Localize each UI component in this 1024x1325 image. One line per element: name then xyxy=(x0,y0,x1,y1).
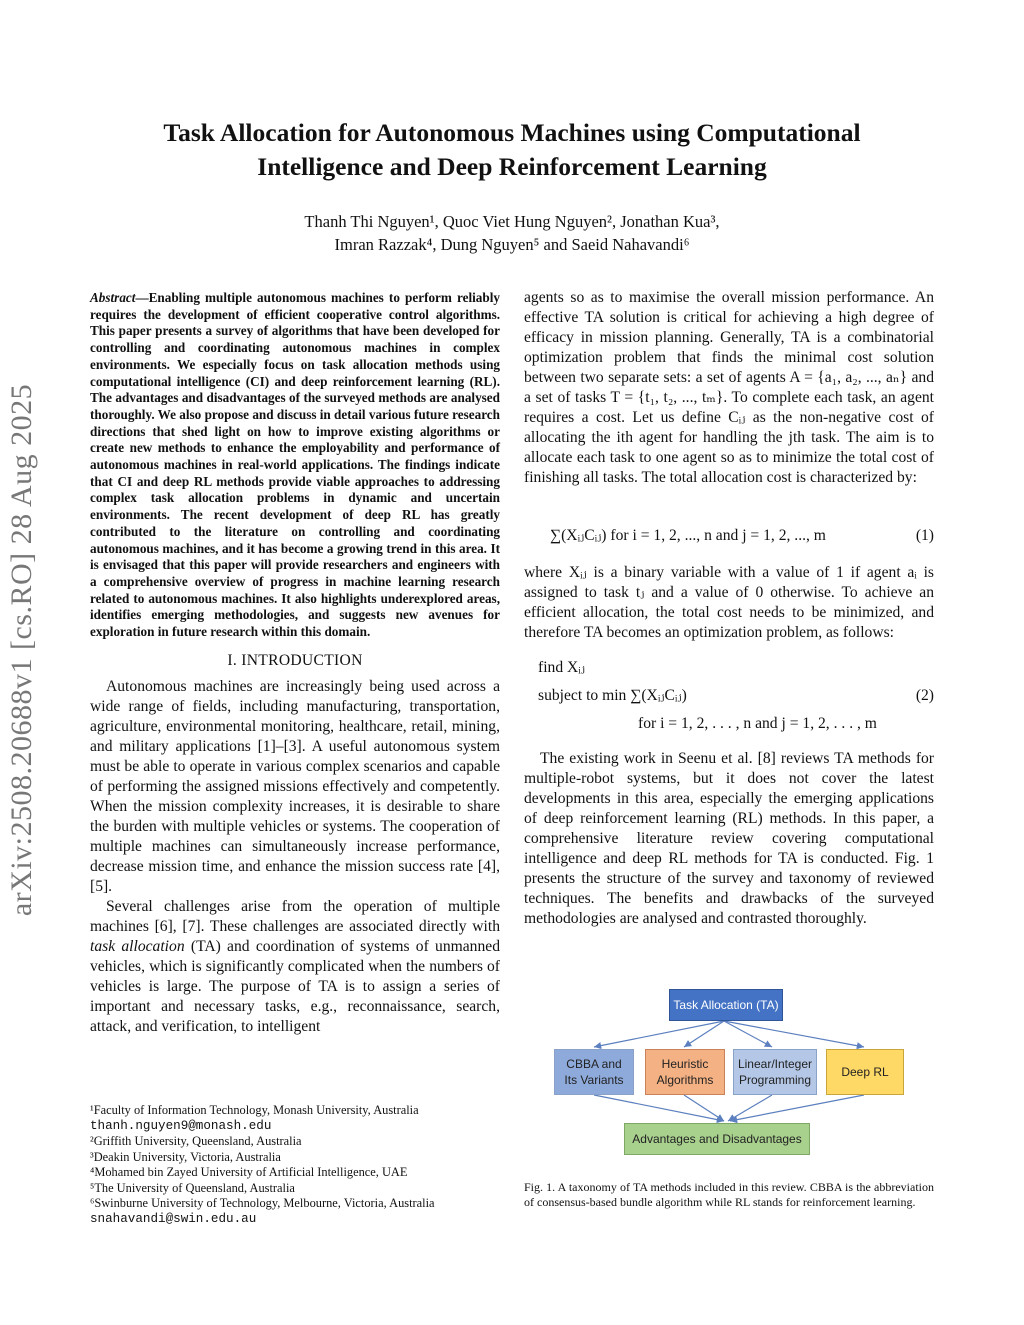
right-paragraph-1: agents so as to maximise the overall mission performance. An effective TA solution is critical for achieving a high degree of efficacy in mission planning. Generally, TA is a combinatorial optimization problem that finds the minimal cost solution between two separate sets: a set of agents A = {a₁, a₂, ..., aₙ} and a set of tasks T = {t₁, t₂, ..., tₘ}. To complete each task, an agent requires a cost. Let us define Cᵢⱼ as the non-negative cost of allocating the ith agent for handling the jth task. The aim is to allocate each task to one agent so as to minimize the total cost of finishing all tasks. The total allocation cost is characterized by: xyxy=(524,289,934,486)
box-advantages: Advantages and Disadvantages xyxy=(624,1123,810,1155)
figure-1-caption: Fig. 1. A taxonomy of TA methods included in this review. CBBA is the abbreviation of consensus-based bundle algorithm while RL stands for reinforcement learning. xyxy=(524,1180,934,1209)
box-deep-rl: Deep RL xyxy=(826,1049,904,1095)
section-heading-introduction: I. INTRODUCTION xyxy=(227,651,363,669)
equation-1-number: (1) xyxy=(915,527,934,544)
footnote-1: ¹Faculty of Information Technology, Monash University, Australia xyxy=(90,1103,419,1117)
intro-paragraph-2 xyxy=(90,897,500,1037)
right-paragraph-2: where Xᵢⱼ is a binary variable with a value of 1 if agent aᵢ is assigned to task tⱼ and a value of 0 otherwise. To achieve an efficient allocation, the total cost needs to be minimized, and therefore TA becomes an optimization problem, as follows: xyxy=(524,564,934,641)
right-column-paragraph-3 xyxy=(524,749,934,929)
equation-1 xyxy=(550,526,934,546)
paper-title xyxy=(100,116,924,184)
left-column xyxy=(90,290,500,1037)
arxiv-identifier: arXiv:2508.20688v1 [cs.RO] 28 Aug 2025 xyxy=(5,383,38,917)
footnote-3: ³Deakin University, Victoria, Australia xyxy=(90,1149,281,1164)
box-cbba: CBBA and Its Variants xyxy=(554,1049,634,1095)
abstract xyxy=(90,290,500,641)
equation-2-number: (2) xyxy=(915,687,934,704)
footnote-2: ²Griffith University, Queensland, Australia xyxy=(90,1134,302,1148)
equation-2 xyxy=(538,658,934,734)
arrows-to-bottom xyxy=(594,1095,864,1121)
footnote-5: ⁵The University of Queensland, Australia xyxy=(90,1180,295,1195)
equation-2-line-1: find Xᵢⱼ xyxy=(538,659,585,676)
footnote-4: ⁴Mohamed bin Zayed University of Artificial Intelligence, UAE xyxy=(90,1165,408,1179)
arrow-top-to-deeprl xyxy=(724,1021,864,1047)
footnote-6: ⁶Swinburne University of Technology, Melbourne, Victoria, Australia xyxy=(90,1196,435,1210)
footnote-6-email[interactable]: snahavandi@swin.edu.au xyxy=(90,1211,257,1226)
authors-line-1: Thanh Thi Nguyen¹, Quoc Viet Hung Nguyen², Jonathan Kua³, xyxy=(304,212,720,231)
box-linear-integer: Linear/Integer Programming xyxy=(733,1049,817,1095)
box-task-allocation: Task Allocation (TA) xyxy=(669,989,783,1021)
figure-1 xyxy=(524,985,934,1160)
footnote-1-email[interactable]: thanh.nguyen9@monash.edu xyxy=(90,1118,272,1133)
footnotes xyxy=(90,1103,500,1227)
right-column-paragraph-2 xyxy=(524,563,934,643)
intro-paragraph-1: Autonomous machines are increasingly being used across a wide range of fields, including manufacturing, transportation, agriculture, environmental monitoring, healthcare, retail, mining, and military applications [1]–[3]. A useful autonomous system must be able to operate in various complex scenarios and capable of performing the assigned missions effectively and competently. When the mission complexity increases, it is desirable to share the burden with multiple vehicles or systems. The cooperation of multiple machines can simultaneously increase performance, decrease mission time, and enhance the mission success rate [4], [5]. xyxy=(90,677,500,895)
abstract-text: —Enabling multiple autonomous machines to perform reliably requires the development of efficient cooperative control algorithms. This paper presents a survey of algorithms that have been developed for controlling and coordinating autonomous machines in complex environments. We especially focus on task allocation methods using computational intelligence (CI) and deep reinforcement learning (RL). The advantages and disadvantages of the surveyed methods are analysed thoroughly. We also propose and discuss in detail various future research directions that shed light on how to improve existing algorithms or create new methods to enhance the employability and performance of autonomous machines in real-world applications. The findings indicate that CI and deep RL methods provide viable approaches to addressing complex task allocation problems in dynamic and uncertain environments. The recent development of deep RL has greatly contributed to the literature on controlling and coordinating autonomous machines, and it has become a growing trend in this area. It is envisaged that this paper will provide researchers and engineers with a comprehensive overview of progress in machine learning research related to autonomous machines. It also highlights underexplored areas, identifies emerging methodologies, and suggests new avenues for exploration in future research within this domain. xyxy=(90,290,500,640)
intro-paragraph-2-start: Several challenges arise from the operation of multiple machines [6], [7]. These challenges are associated directly with xyxy=(90,897,500,935)
equation-2-line-3: for i = 1, 2, . . . , n and j = 1, 2, . . . , m xyxy=(638,715,877,732)
author-list xyxy=(150,210,874,256)
right-column-paragraph-1 xyxy=(524,288,934,488)
abstract-label: Abstract xyxy=(90,290,136,305)
right-paragraph-3: The existing work in Seenu et al. [8] reviews TA methods for multiple-robot systems, but it does not cover the latest developments in this area, especially the emerging applications of deep reinforcement learning (RL) methods. In this paper, a comprehensive literature review covering computational intelligence and deep RL methods for TA is conducted. Fig. 1 presents the structure of the survey and taxonomy of reviewed techniques. The benefits and drawbacks of the surveyed methodologies are analysed and contrasted thoroughly. xyxy=(524,750,934,927)
box-heuristic: Heuristic Algorithms xyxy=(645,1049,725,1095)
intro-emphasis: task allocation xyxy=(90,937,185,955)
arrows-from-top xyxy=(594,1021,864,1047)
equation-1-body: ∑(XᵢⱼCᵢⱼ) for i = 1, 2, ..., n and j = 1, 2, ..., m xyxy=(550,527,826,544)
authors-line-2: Imran Razzak⁴, Dung Nguyen⁵ and Saeid Nahavandi⁶ xyxy=(334,235,690,254)
title-line-1: Task Allocation for Autonomous Machines using Computational xyxy=(163,118,861,147)
title-line-2: Intelligence and Deep Reinforcement Learning xyxy=(257,152,767,181)
intro-paragraph-2-end: (TA) and coordination of systems of unmanned vehicles, which is significantly complicated when the numbers of vehicles is large. The purpose of TA is to assign a series of important and necessary tasks, e.g., reconnaissance, search, attack, and verification, to intelligent xyxy=(90,937,500,1035)
equation-2-line-2: subject to min ∑(XᵢⱼCᵢⱼ) xyxy=(538,687,687,704)
